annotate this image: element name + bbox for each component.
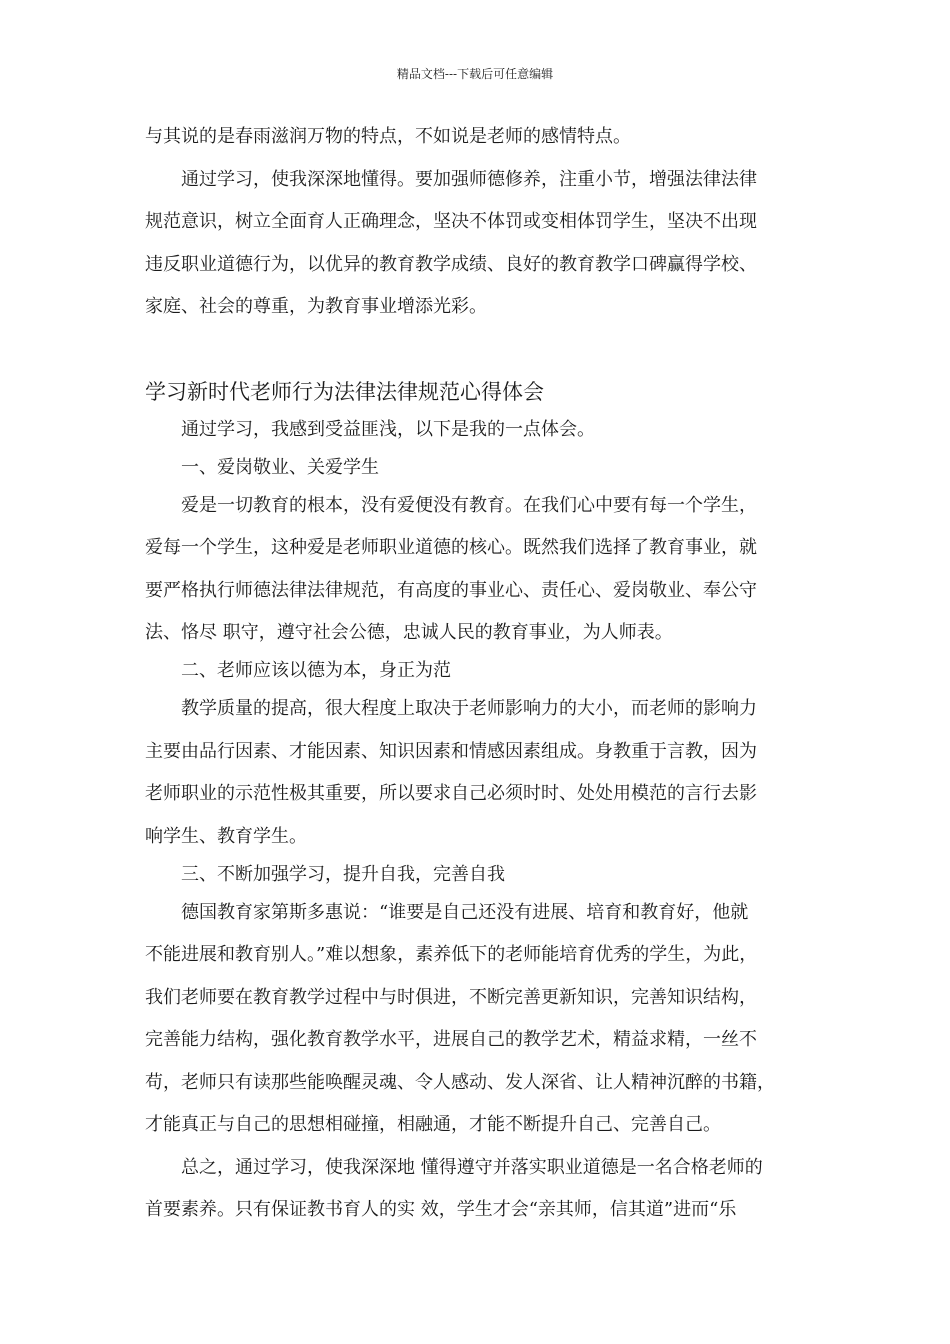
paragraph-line: 家庭、社会的尊重，为教育事业增添光彩。 — [145, 296, 487, 317]
paragraph-line: 违反职业道德行为，以优异的教育教学成绩、良好的教育教学口碑赢得学校、 — [145, 253, 757, 275]
subheading-1: 一、爱岗敬业、关爱学生 — [181, 456, 379, 478]
section-gap — [145, 335, 813, 377]
paragraph-line: 完善能力结构，强化教育教学水平，进展自己的教学艺术，精益求精，一丝不 — [145, 1029, 757, 1050]
paragraph-line: 法、恪尽 职守，遵守社会公德，忠诚人民的教育事业，为人师表。 — [145, 622, 673, 643]
paragraph-line: 爱是一切教育的根本，没有爱便没有教育。在我们心中要有每一个学生， — [181, 494, 757, 516]
paragraph-line: 苟，老师只有读那些能唤醒灵魂、令人感动、发人深省、让人精神沉醉的书籍， — [145, 1071, 775, 1093]
intro-line: 通过学习，我感到受益匪浅，以下是我的一点体会。 — [181, 418, 595, 440]
document-body — [145, 122, 813, 1238]
paragraph-line: 爱每一个学生，这种爱是老师职业道德的核心。既然我们选择了教育事业，就 — [145, 537, 757, 558]
page-header: 精品文档---下载后可任意编辑 — [396, 67, 554, 81]
paragraph-line: 响学生、教育学生。 — [145, 825, 307, 847]
paragraph-line: 首要素养。只有保证教书育人的实 效，学生才会“亲其师，信其道”进而“乐 — [145, 1199, 737, 1220]
paragraph-line: 主要由品行因素、才能因素、知识因素和情感因素组成。身教重于言教，因为 — [145, 740, 757, 762]
paragraph-line: 不能进展和教育别人。”难以想象，素养低下的老师能培育优秀的学生，为此， — [145, 944, 758, 965]
paragraph-line: 教学质量的提高，很大程度上取决于老师影响力的大小，而老师的影响力 — [181, 698, 757, 719]
paragraph-line: 规范意识，树立全面育人正确理念，坚决不体罚或变相体罚学生，坚决不出现 — [145, 211, 757, 232]
subheading-2: 二、老师应该以德为本，身正为范 — [181, 660, 451, 681]
paragraph-line: 才能真正与自己的思想相碰撞，相融通，才能不断提升自己、完善自己。 — [145, 1114, 721, 1135]
paragraph-line: 与其说的是春雨滋润万物的特点，不如说是老师的感情特点。 — [145, 126, 631, 147]
paragraph-line: 总之，通过学习，使我深深地 懂得遵守并落实职业道德是一名合格老师的 — [181, 1156, 763, 1178]
paragraph-line: 我们老师要在教育教学过程中与时俱进，不断完善更新知识，完善知识结构， — [145, 986, 757, 1008]
paragraph-line: 德国教育家第斯多惠说：“谁要是自己还没有进展、培育和教育好，他就 — [181, 901, 749, 923]
paragraph-line: 要严格执行师德法律法律规范，有高度的事业心、责任心、爱岗敬业、奉公守 — [145, 579, 757, 601]
paragraph-line: 通过学习，使我深深地懂得。要加强师德修养，注重小节，增强法律法律 — [181, 168, 757, 190]
subheading-3: 三、不断加强学习，提升自我，完善自我 — [181, 863, 505, 885]
section-title: 学习新时代老师行为法律法律规范心得体会 — [145, 379, 544, 404]
paragraph-line: 老师职业的示范性极其重要，所以要求自己必须时时、处处用模范的言行去影 — [145, 783, 757, 804]
